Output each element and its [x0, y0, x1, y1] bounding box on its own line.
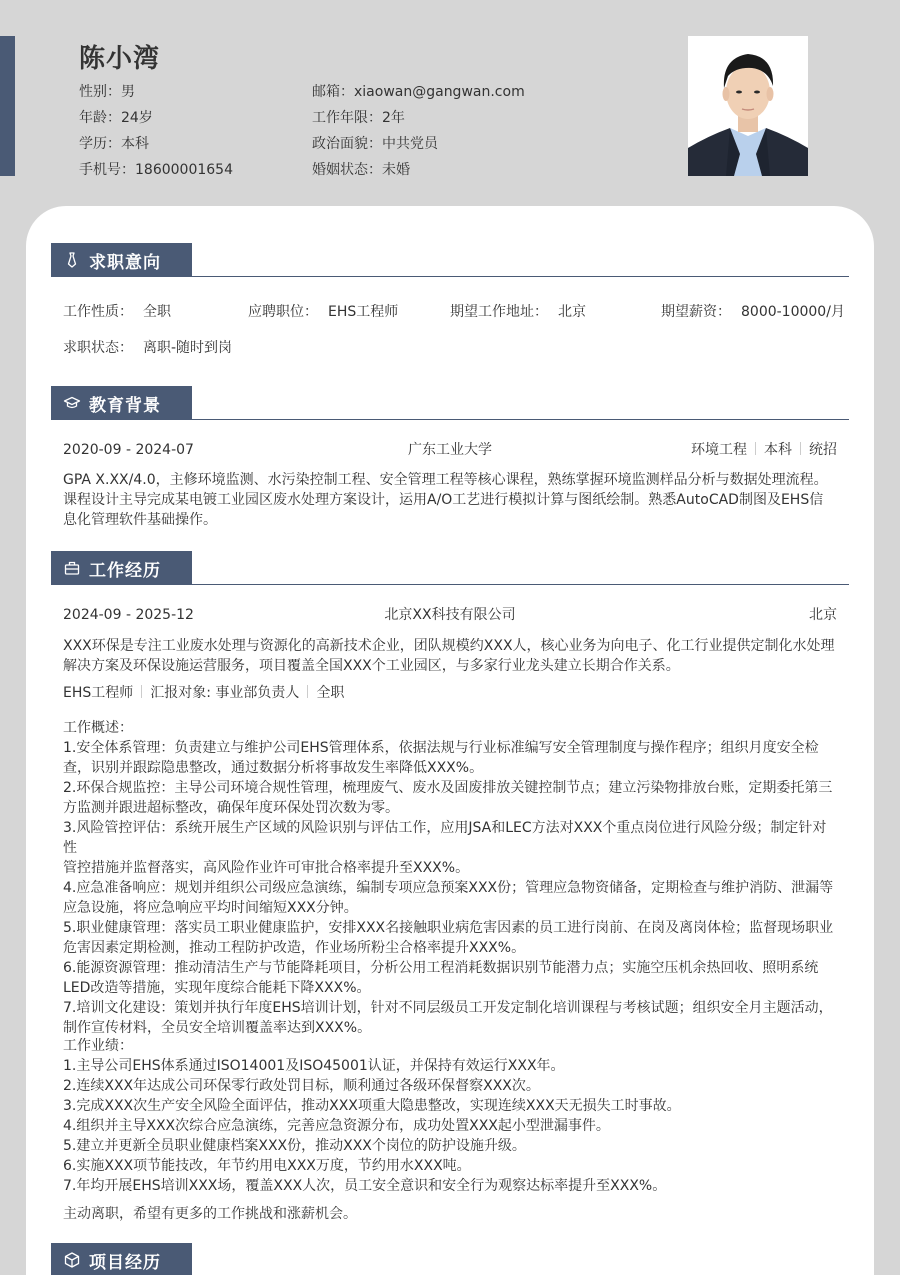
cube-icon — [63, 1251, 81, 1269]
graduation-cap-icon — [63, 394, 81, 412]
education-period: 2020-09 - 2024-07 — [63, 442, 194, 458]
field-position: 应聘职位： EHS工程师 — [248, 304, 399, 320]
work-entry-header — [63, 605, 837, 625]
briefcase-icon — [63, 559, 81, 577]
divider — [141, 685, 142, 698]
section-tag-job-intent: 求职意向 — [51, 243, 192, 277]
info-marital-status: 婚姻状态：未婚 — [312, 162, 410, 178]
work-achievements: 工作业绩： 1.主导公司EHS体系通过ISO14001及ISO45001认证，并保持有效运行XXX年。 2.连续XXX年达成公司环保零行政处罚目标，顺利通过各级环保督察XXX次。 3.完成XXX次生产安全风险全面评估，推动XXX项重大隐患整改，实现连续XXX天无损失工时事故。 4.组织并主导XXX次综合应急演练，完善应急资源分布，成功处置XXX起小型泄漏事件。 5.建立并更新全员职业健康档案XXX份，推动XXX个岗位的防护设施升级。 6.实施XXX项节能技改，年节约用电XXX万度，节约用水XXX吨。 7.年均开展EHS培训XXX场，覆盖XXX人次，员工安全意识和安全行为观察达标率提升至XXX%。 — [63, 1036, 837, 1196]
field-job-status: 求职状态： 离职-随时到岗 — [63, 340, 233, 356]
education-school: 广东工业大学 — [408, 442, 492, 458]
section-header-education — [51, 386, 849, 420]
work-leave-reason: 主动离职，希望有更多的工作挑战和涨薪机会。 — [63, 1206, 357, 1222]
info-gender: 性别：男 — [79, 84, 135, 100]
info-age: 年龄：24岁 — [79, 110, 153, 126]
section-header-projects — [51, 1243, 849, 1275]
info-political-status: 政治面貌：中共党员 — [312, 136, 438, 152]
company-intro: XXX环保是专注工业废水处理与资源化的高新技术企业，团队规模约XXX人，核心业务为向电子、化工行业提供定制化水处理 解决方案及环保设施运营服务，项目覆盖全国XXX个工业园区，与多家行业龙头建立长期合作关系。 — [63, 638, 835, 674]
accent-bar — [0, 36, 15, 176]
divider — [800, 442, 801, 455]
resume-body-card — [26, 206, 874, 1275]
work-company: 北京XX科技有限公司 — [384, 607, 516, 623]
work-achievements-title: 工作业绩： — [63, 1038, 133, 1054]
work-period: 2024-09 - 2025-12 — [63, 607, 194, 623]
portrait-illustration — [688, 36, 808, 176]
work-role-line — [63, 683, 837, 703]
section-tag-projects: 项目经历 — [51, 1243, 192, 1275]
work-location: 北京 — [809, 607, 837, 623]
education-entry-header — [63, 440, 837, 460]
info-education: 学历：本科 — [79, 136, 149, 152]
field-location: 期望工作地址： 北京 — [450, 304, 586, 320]
profile-photo — [688, 36, 808, 176]
info-email: 邮箱：xiaowan@gangwan.com — [312, 84, 525, 100]
info-work-years: 工作年限：2年 — [312, 110, 405, 126]
divider — [307, 685, 308, 698]
basic-info-left — [79, 80, 233, 184]
field-work-type: 工作性质： 全职 — [63, 304, 171, 320]
tie-icon — [63, 251, 81, 269]
work-overview-title: 工作概述： — [63, 720, 133, 736]
education-details: 环境工程 本科 统招 — [691, 442, 837, 458]
work-report-to: 汇报对象: 事业部负责人 — [150, 685, 300, 701]
section-header-job-intent — [51, 243, 849, 277]
basic-info-right — [312, 80, 525, 184]
candidate-name: 陈小湾 — [79, 44, 161, 74]
education-description: GPA X.XX/4.0，主修环境监测、水污染控制工程、安全管理工程等核心课程，熟练掌握环境监测样品分析与数据处理流程。 课程设计主导完成某电镀工业园区废水处理方案设计，运用A/O工艺进行模拟计算与图纸绘制。熟悉AutoCAD制图及EHS信 息化管理软件基础操作。 — [63, 472, 828, 528]
section-tag-education: 教育背景 — [51, 386, 192, 420]
section-header-work — [51, 551, 849, 585]
info-phone: 手机号：18600001654 — [79, 162, 233, 178]
section-tag-work: 工作经历 — [51, 551, 192, 585]
work-overview: 工作概述： 1.安全体系管理：负责建立与维护公司EHS管理体系，依据法规与行业标准编写安全管理制度与操作程序；组织月度安全检 查，识别并跟踪隐患整改，通过数据分析将事故发生率降低XXX%。 2.环保合规监控：主导公司环境合规性管理，梳理废气、废水及固废排放关键控制节点；建立污染物排放台账，定期委托第三 方监测并跟进超标整改，确保年度环保处罚次数为零。 3.风险管控评估：系统开展生产区域的风险识别与评估工作，应用JSA和LEC方法对XXX个重点岗位进行风险分级；制定针对性 管控措施并监督落实，高风险作业许可审批合格率提升至XXX%。 4.应急准备响应：规划并组织公司级应急演练，编制专项应急预案XXX份；管理应急物资储备，定期检查与维护消防、泄漏等 应急设施，将应急响应平均时间缩短XXX分钟。 5.职业健康管理：落实员工职业健康监护，安排XXX名接触职业病危害因素的员工进行岗前、在岗及离岗体检；监督现场职业 危害因素定期检测，推动工程防护改造，作业场所粉尘合格率提升XXX%。 6.能源资源管理：推动清洁生产与节能降耗项目，分析公用工程消耗数据识别节能潜力点；实施空压机余热回收、照明系统 LED改造等措施，实现年度综合能耗下降XXX%。 7.培训文化建设：策划并执行年度EHS培训计划，针对不同层级员工开发定制化培训课程与考核试题；组织安全月主题活动， 制作宣传材料，全员安全培训覆盖率达到XXX%。 — [63, 718, 837, 1038]
field-salary: 期望薪资： 8000-10000/月 — [661, 304, 845, 320]
work-job-type: 全职 — [316, 685, 345, 701]
divider — [755, 442, 756, 455]
work-position: EHS工程师 — [63, 685, 134, 701]
